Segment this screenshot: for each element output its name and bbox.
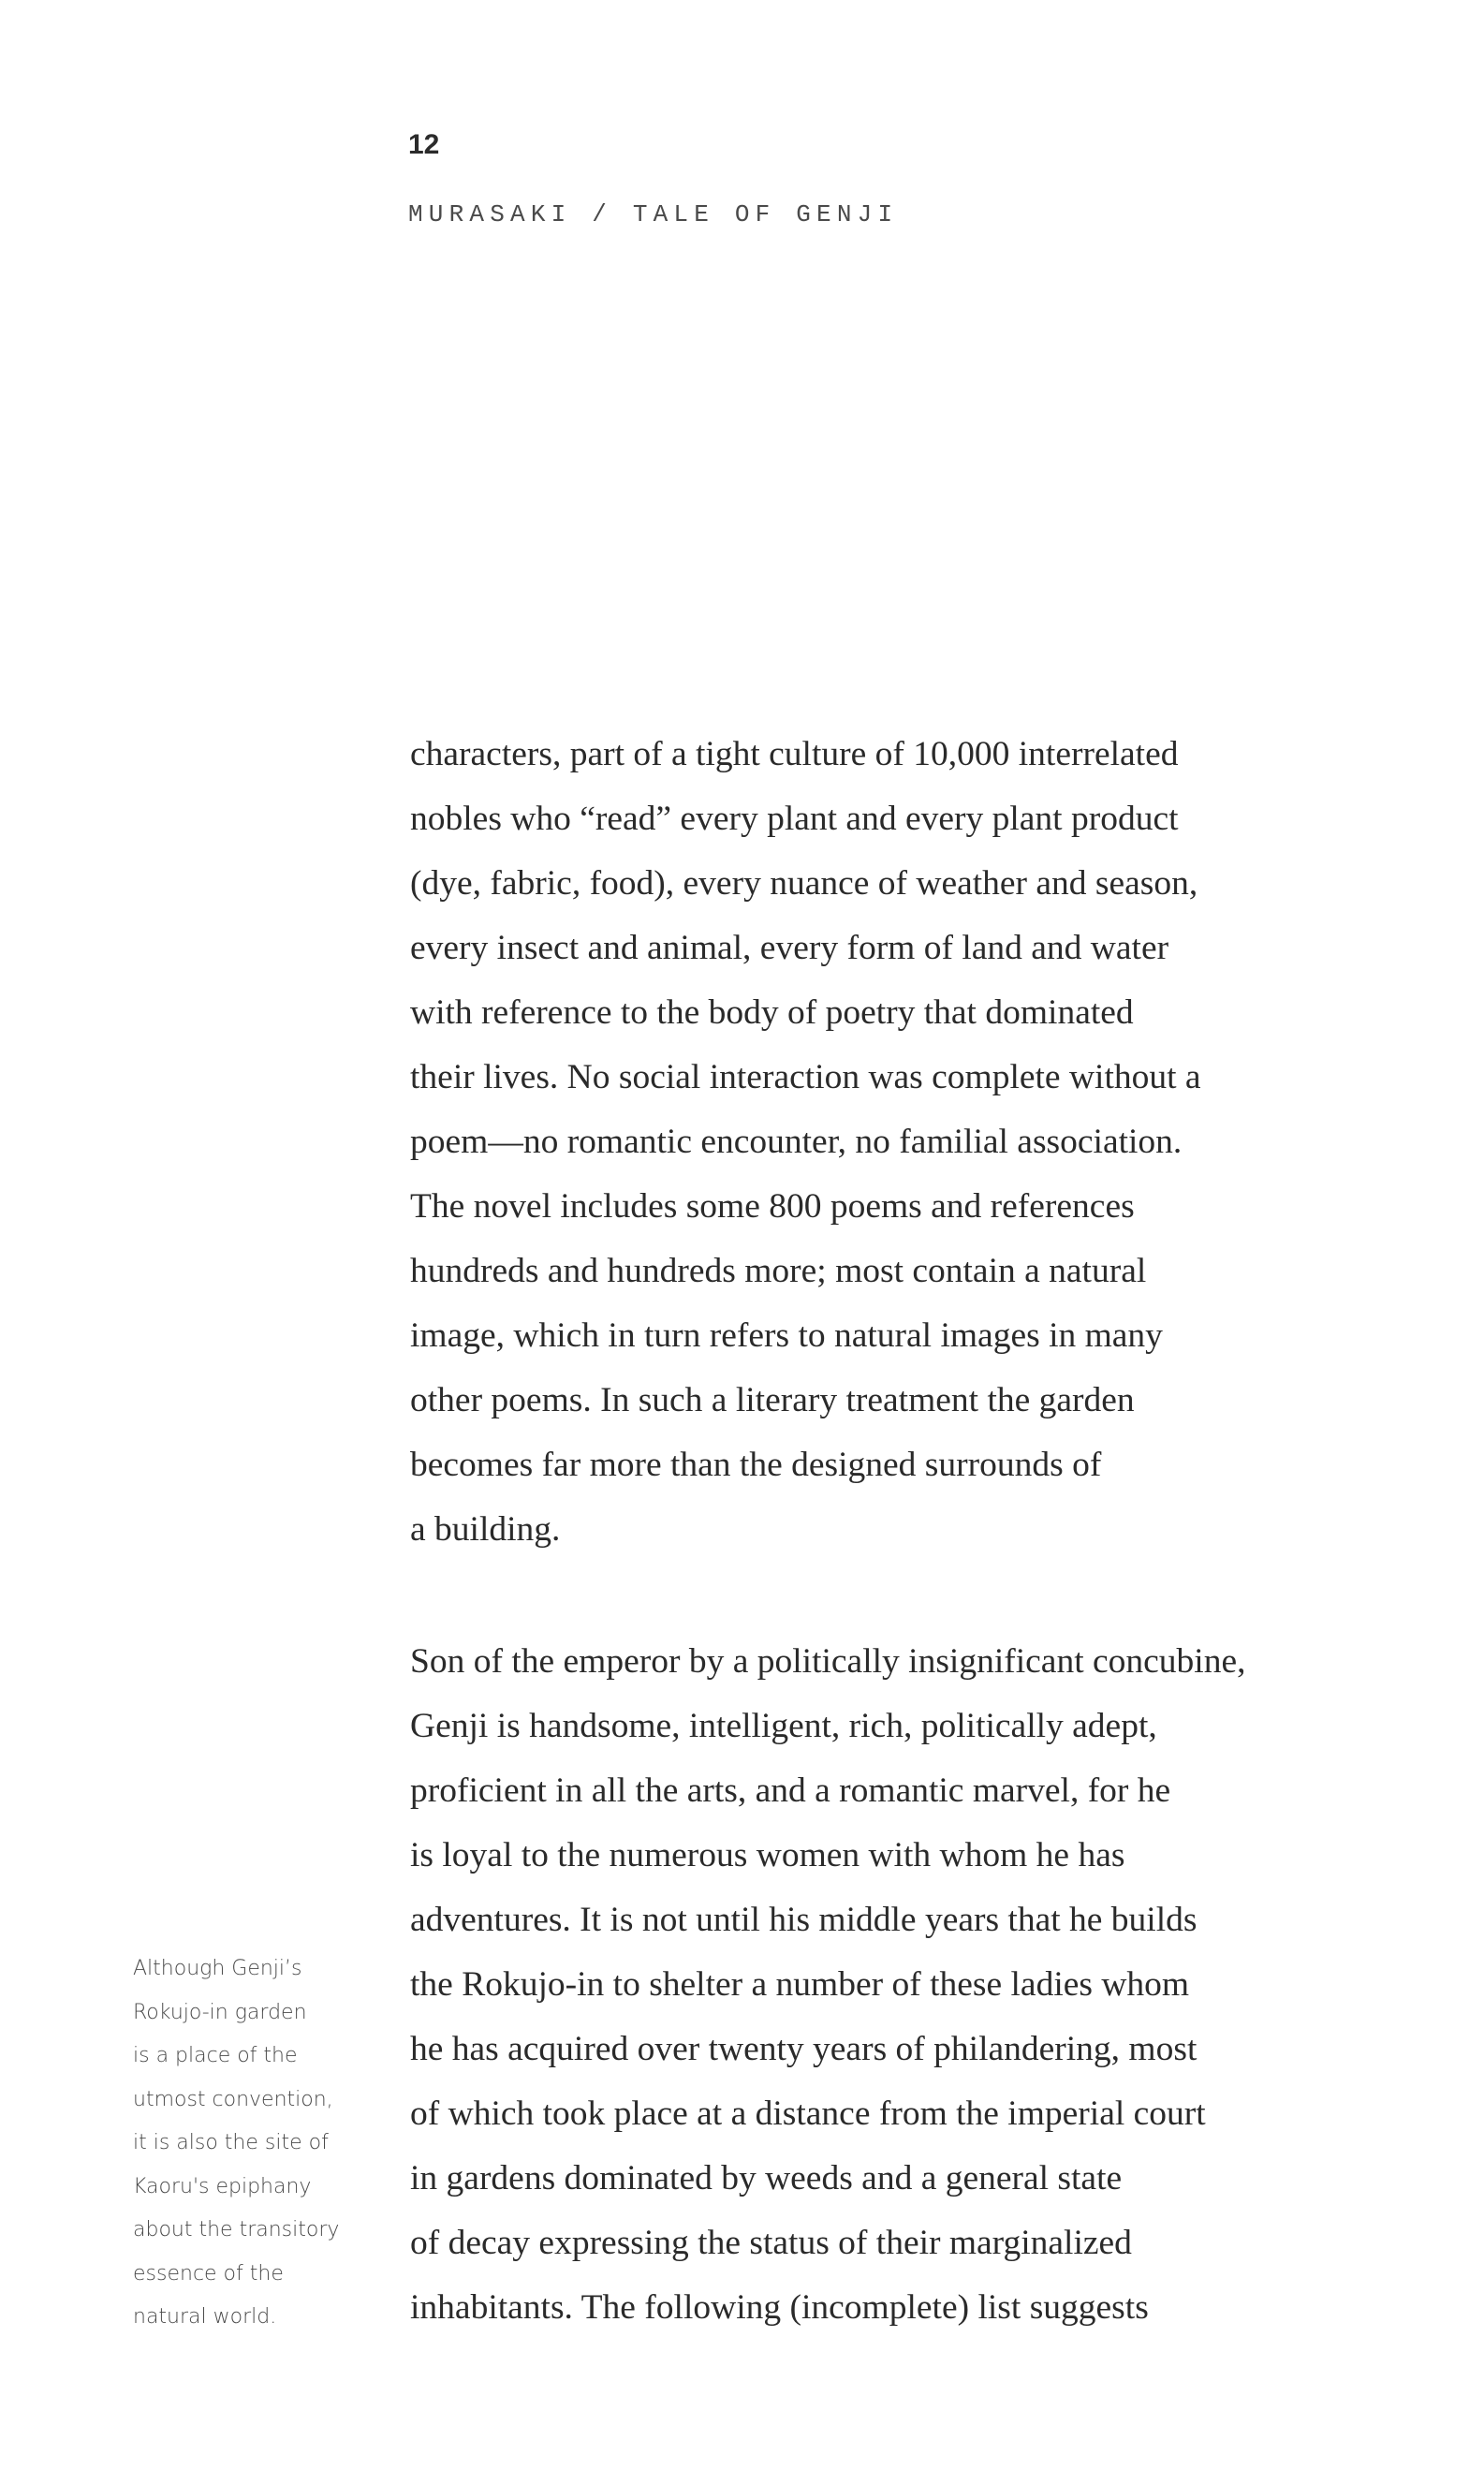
text-line: a building. (410, 1510, 561, 1549)
caption-line: Although Genji’s (133, 1957, 302, 1980)
text-line: nobles who “read” every plant and every plant product (410, 800, 1179, 838)
caption-line: Rokujo-in garden (133, 2000, 307, 2024)
text-line: poem—no romantic encounter, no familial association. (410, 1123, 1183, 1161)
text-line: every insect and animal, every form of land and water (410, 929, 1169, 967)
text-line: other poems. In such a literary treatment the garden (410, 1381, 1135, 1419)
caption-line: utmost convention, (133, 2087, 333, 2111)
text-line: inhabitants. The following (incomplete) list suggests (410, 2288, 1149, 2327)
text-line: characters, part of a tight culture of 10,000 interrelated (410, 735, 1179, 773)
caption-line: about the transitory (133, 2218, 340, 2241)
text-line: (dye, fabric, food), every nuance of weather and season, (410, 864, 1198, 903)
running-head: MURASAKI / TALE OF GENJI (408, 200, 899, 228)
body-paragraph-2 (410, 1629, 1245, 2340)
caption-line: essence of the (133, 2261, 284, 2286)
text-line: he has acquired over twenty years of philandering, most (410, 2030, 1197, 2068)
text-line: their lives. No social interaction was complete without a (410, 1058, 1201, 1096)
text-line: with reference to the body of poetry that dominated (410, 993, 1134, 1032)
text-line: The novel includes some 800 poems and references (410, 1187, 1135, 1226)
text-line: becomes far more than the designed surrounds of (410, 1446, 1102, 1484)
text-line: the Rokujo-in to shelter a number of these ladies whom (410, 1965, 1190, 2004)
text-line: hundreds and hundreds more; most contain a natural (410, 1252, 1147, 1290)
page-number: 12 (408, 129, 440, 160)
caption-line: Kaoru's epiphany (133, 2174, 312, 2198)
text-line: proficient in all the arts, and a romantic marvel, for he (410, 1771, 1171, 1810)
text-line: in gardens dominated by weeds and a general state (410, 2159, 1123, 2197)
caption-line: natural world. (133, 2305, 277, 2329)
margin-caption (133, 1948, 339, 2340)
text-line: of decay expressing the status of their marginalized (410, 2224, 1132, 2262)
caption-line: it is also the site of (133, 2131, 329, 2154)
text-line: Son of the emperor by a politically insignificant concubine, (410, 1642, 1246, 1681)
text-line: of which took place at a distance from the imperial court (410, 2094, 1206, 2133)
text-line: adventures. It is not until his middle years that he builds (410, 1901, 1197, 1939)
text-line: Genji is handsome, intelligent, rich, politically adept, (410, 1707, 1157, 1745)
caption-line: is a place of the (133, 2044, 298, 2067)
text-line: is loyal to the numerous women with whom he has (410, 1836, 1125, 1874)
text-line: image, which in turn refers to natural images in many (410, 1316, 1163, 1355)
body-paragraph-1 (410, 722, 1201, 1562)
